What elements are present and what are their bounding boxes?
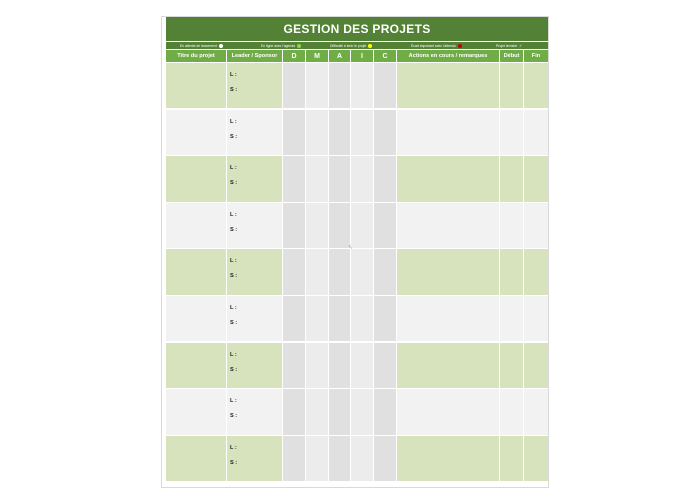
- cell-col-fin[interactable]: [524, 296, 548, 341]
- cell-col-d[interactable]: [283, 249, 305, 294]
- cell-col-m[interactable]: [306, 343, 328, 388]
- cell-col-debut[interactable]: [500, 343, 523, 388]
- sponsor-label: S :: [230, 133, 238, 140]
- cell-col-m[interactable]: [306, 63, 328, 108]
- leader-label: L :: [230, 165, 237, 172]
- header-col-title: Titre du projet: [166, 50, 226, 62]
- cell-col-d[interactable]: [283, 63, 305, 108]
- cell-col-i[interactable]: [351, 436, 373, 481]
- cell-col-a[interactable]: [329, 343, 350, 388]
- table-row: [166, 343, 548, 388]
- cell-col-actions[interactable]: [397, 156, 499, 201]
- cell-col-d[interactable]: [283, 203, 305, 248]
- cell-col-c[interactable]: [374, 436, 396, 481]
- cell-col-debut[interactable]: [500, 296, 523, 341]
- leader-label: L :: [230, 118, 237, 125]
- table-row: [166, 296, 548, 341]
- legend-label: En ligne avec l'agenda: [261, 43, 296, 48]
- cell-col-c[interactable]: [374, 110, 396, 155]
- cell-col-fin[interactable]: [524, 343, 548, 388]
- cell-col-a[interactable]: [329, 156, 350, 201]
- leader-label: L :: [230, 258, 237, 265]
- legend-label: Écart important avec l'attendu: [411, 43, 456, 48]
- header-col-debut: Début: [500, 50, 523, 62]
- cell-col-actions[interactable]: [397, 389, 499, 434]
- cell-col-leader-sponsor[interactable]: [227, 436, 282, 481]
- leader-label: L :: [230, 72, 237, 78]
- leader-label: L :: [230, 444, 237, 451]
- legend-label: Projet terminé: [496, 43, 518, 48]
- sponsor-label: S :: [230, 413, 238, 420]
- table-row: [166, 436, 548, 481]
- cell-col-fin[interactable]: [524, 436, 548, 481]
- cell-col-a[interactable]: [329, 249, 350, 294]
- table-row: [166, 203, 548, 248]
- cell-col-m[interactable]: [306, 389, 328, 434]
- cell-col-debut[interactable]: [500, 63, 523, 108]
- cell-col-c[interactable]: [374, 63, 396, 108]
- cell-col-debut[interactable]: [500, 110, 523, 155]
- cell-col-actions[interactable]: [397, 63, 499, 108]
- header-col-a: A: [329, 50, 350, 62]
- cell-col-title[interactable]: [166, 389, 226, 434]
- header-col-fin: Fin: [524, 50, 548, 62]
- cell-col-debut[interactable]: [500, 156, 523, 201]
- leader-label: L :: [230, 351, 237, 358]
- sponsor-label: S :: [230, 226, 238, 233]
- table-row: [166, 249, 548, 294]
- leader-label: L :: [230, 211, 237, 218]
- cell-col-debut[interactable]: [500, 436, 523, 481]
- legend-item-difficulty: [330, 42, 372, 49]
- mouse-cursor-icon: ↖: [348, 245, 354, 251]
- table-row: [166, 110, 548, 155]
- cell-col-m[interactable]: [306, 203, 328, 248]
- cell-col-leader-sponsor[interactable]: [227, 156, 282, 201]
- cell-col-i[interactable]: [351, 63, 373, 108]
- cell-col-leader-sponsor[interactable]: [227, 296, 282, 341]
- header-col-i: I: [351, 50, 373, 62]
- cell-col-m[interactable]: [306, 436, 328, 481]
- table-row: [166, 156, 548, 201]
- page-title: GESTION DES PROJETS: [166, 17, 548, 41]
- status-legend: [166, 42, 548, 49]
- cell-col-leader-sponsor[interactable]: [227, 110, 282, 155]
- cell-col-title[interactable]: [166, 343, 226, 388]
- cell-col-d[interactable]: [283, 296, 305, 341]
- cell-col-i[interactable]: [351, 203, 373, 248]
- cell-col-actions[interactable]: [397, 296, 499, 341]
- header-col-m: M: [306, 50, 328, 62]
- table-row: [166, 63, 548, 108]
- cell-col-i[interactable]: [351, 110, 373, 155]
- cell-col-fin[interactable]: [524, 389, 548, 434]
- cell-col-leader-sponsor[interactable]: [227, 389, 282, 434]
- sponsor-label: S :: [230, 459, 238, 466]
- cell-col-actions[interactable]: [397, 436, 499, 481]
- legend-item-on-track: [261, 42, 301, 49]
- sponsor-label: S :: [230, 320, 238, 326]
- cell-col-d[interactable]: [283, 436, 305, 481]
- white-dot-icon: [219, 44, 223, 48]
- cell-col-a[interactable]: [329, 389, 350, 434]
- sponsor-label: S :: [230, 87, 238, 93]
- cell-col-c[interactable]: [374, 203, 396, 248]
- cell-col-d[interactable]: [283, 110, 305, 155]
- legend-item-done: [496, 42, 522, 49]
- cell-col-title[interactable]: [166, 436, 226, 481]
- cell-col-i[interactable]: [351, 343, 373, 388]
- cell-col-leader-sponsor[interactable]: [227, 203, 282, 248]
- cell-col-i[interactable]: [351, 296, 373, 341]
- sponsor-label: S :: [230, 180, 238, 187]
- cell-col-m[interactable]: [306, 249, 328, 294]
- cell-col-a[interactable]: [329, 63, 350, 108]
- cell-col-c[interactable]: [374, 249, 396, 294]
- cell-col-title[interactable]: [166, 110, 226, 155]
- cell-col-debut[interactable]: [500, 203, 523, 248]
- table-row: [166, 389, 548, 434]
- cell-col-a[interactable]: [329, 296, 350, 341]
- cell-col-m[interactable]: [306, 156, 328, 201]
- cell-col-d[interactable]: [283, 343, 305, 388]
- cell-col-leader-sponsor[interactable]: [227, 63, 282, 108]
- cell-col-d[interactable]: [283, 156, 305, 201]
- cell-col-actions[interactable]: [397, 249, 499, 294]
- cell-col-i[interactable]: [351, 389, 373, 434]
- header-col-c: C: [374, 50, 396, 62]
- cell-col-title[interactable]: [166, 63, 226, 108]
- cell-col-m[interactable]: [306, 110, 328, 155]
- cell-col-fin[interactable]: [524, 203, 548, 248]
- cell-col-fin[interactable]: [524, 249, 548, 294]
- red-dot-icon: [458, 44, 462, 48]
- cell-col-i[interactable]: [351, 249, 373, 294]
- cell-col-c[interactable]: [374, 389, 396, 434]
- legend-item-gap: [411, 42, 462, 49]
- legend-item-waiting: [180, 42, 223, 49]
- cell-col-a[interactable]: [329, 436, 350, 481]
- cell-col-actions[interactable]: [397, 343, 499, 388]
- cell-col-title[interactable]: [166, 249, 226, 294]
- leader-label: L :: [230, 305, 237, 311]
- legend-label: En attente de lancement: [180, 43, 217, 48]
- header-col-actions: Actions en cours / remarques: [397, 50, 499, 62]
- cell-col-c[interactable]: [374, 296, 396, 341]
- checkmark-icon: ✓: [519, 42, 523, 48]
- cell-col-debut[interactable]: [500, 389, 523, 434]
- green-dot-icon: [297, 44, 301, 48]
- leader-label: L :: [230, 398, 237, 405]
- cell-col-actions[interactable]: [397, 110, 499, 155]
- cell-col-d[interactable]: [283, 389, 305, 434]
- header-col-d: D: [283, 50, 305, 62]
- cell-col-fin[interactable]: [524, 156, 548, 201]
- cell-col-title[interactable]: [166, 203, 226, 248]
- cell-col-c[interactable]: [374, 156, 396, 201]
- cell-col-title[interactable]: [166, 296, 226, 341]
- cell-col-leader-sponsor[interactable]: [227, 249, 282, 294]
- cell-col-fin[interactable]: [524, 63, 548, 108]
- sponsor-label: S :: [230, 273, 238, 280]
- cell-col-a[interactable]: [329, 110, 350, 155]
- cell-col-title[interactable]: [166, 156, 226, 201]
- cell-col-fin[interactable]: [524, 110, 548, 155]
- header-col-leader-sponsor: Leader / Sponsor: [227, 50, 282, 62]
- sponsor-label: S :: [230, 366, 238, 373]
- cell-col-actions[interactable]: [397, 203, 499, 248]
- legend-label: Difficulté à tenir le projet: [330, 43, 367, 48]
- yellow-dot-icon: [368, 44, 372, 48]
- cell-col-debut[interactable]: [500, 249, 523, 294]
- cell-col-a[interactable]: [329, 203, 350, 248]
- cell-col-m[interactable]: [306, 296, 328, 341]
- cell-col-i[interactable]: [351, 156, 373, 201]
- cell-col-c[interactable]: [374, 343, 396, 388]
- cell-col-leader-sponsor[interactable]: [227, 343, 282, 388]
